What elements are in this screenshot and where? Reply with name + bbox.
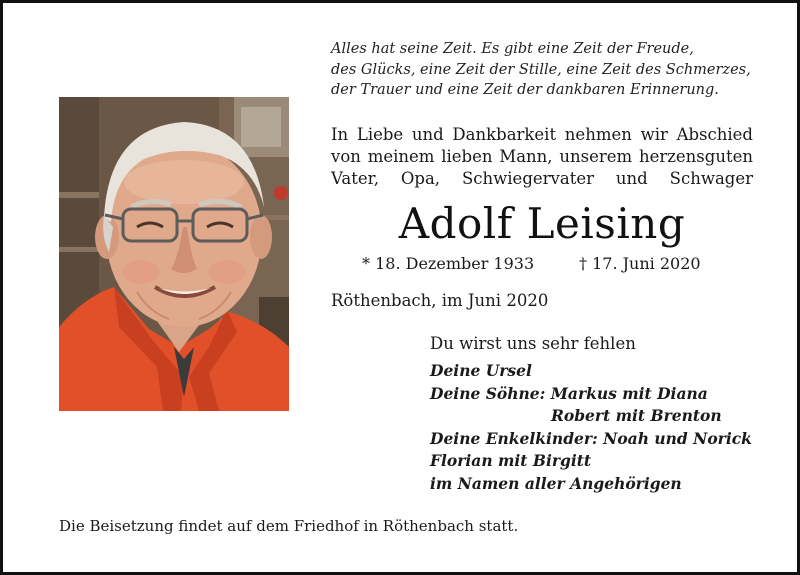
death-date: † 17. Juni 2020	[579, 254, 701, 273]
signer-line: Robert mit Brenton	[551, 406, 722, 426]
motto-line: der Trauer und eine Zeit der dankbaren Erinnerung.	[331, 82, 719, 98]
intro-line: Vater, Opa, Schwiegervater und Schwager	[331, 169, 753, 188]
signer-line: Deine Ursel	[430, 361, 532, 380]
portrait-illustration	[59, 97, 289, 411]
portrait-photo	[59, 97, 289, 411]
motto-line: Alles hat seine Zeit. Es gibt eine Zeit der Freude,	[331, 41, 694, 57]
signer-line: Deine Söhne: Markus mit Diana	[430, 383, 708, 403]
signer-line: Florian mit Birgitt	[430, 451, 592, 471]
motto-quote	[331, 39, 771, 101]
signer-line: im Namen aller Angehörigen	[430, 473, 682, 493]
farewell-line: Du wirst uns sehr fehlen	[430, 334, 636, 353]
motto-line: des Glücks, eine Zeit der Stille, eine Zeit des Schmerzes,	[331, 61, 751, 78]
intro-line: von meinem lieben Mann, unserem herzensguten	[331, 147, 753, 166]
deceased-name: Adolf Leising	[398, 199, 686, 248]
intro-line: In Liebe und Dankbarkeit nehmen wir Abschied	[331, 125, 753, 144]
signer-line: Deine Enkelkinder: Noah und Norick	[430, 428, 752, 448]
burial-notice: Die Beisetzung findet auf dem Friedhof in Röthenbach statt.	[59, 517, 519, 535]
signers-list	[430, 360, 770, 496]
place-date: Röthenbach, im Juni 2020	[331, 291, 549, 310]
intro-text	[331, 124, 753, 190]
birth-date: * 18. Dezember 1933	[362, 254, 535, 273]
